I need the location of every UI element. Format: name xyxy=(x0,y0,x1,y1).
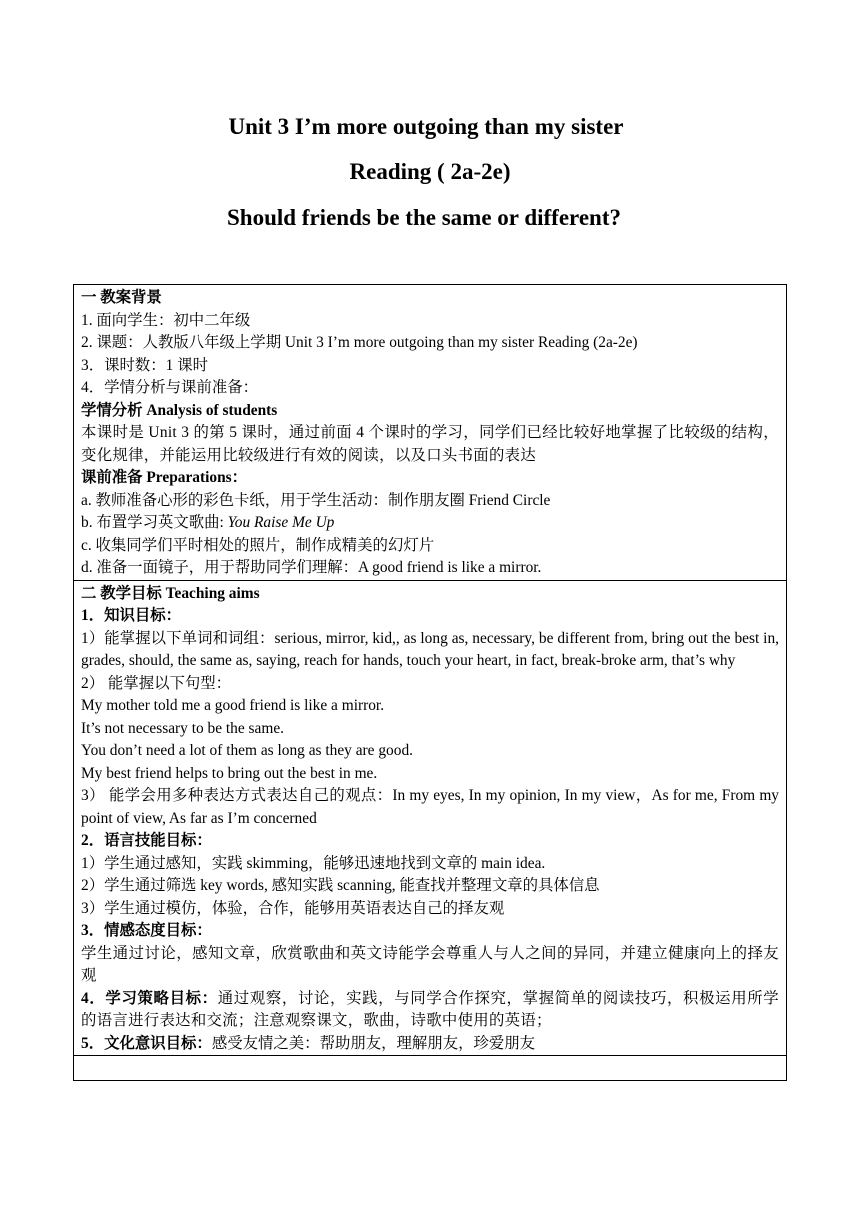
culture-aims xyxy=(81,1033,779,1056)
strategy-aims xyxy=(81,988,779,1033)
sentence-1: My mother told me a good friend is like a mirror. xyxy=(81,697,385,714)
title-line-3: Should friends be the same or different? xyxy=(227,205,621,230)
teaching-aims-heading: 二 教学目标 Teaching aims xyxy=(81,584,260,602)
expressions-text: 3） 能学会用多种表达方式表达自己的观点：In my eyes, In my opinion, In my view，As for me, From my point of view, As far as I’m concerned xyxy=(81,787,779,827)
title-line-1: Unit 3 I’m more outgoing than my sister xyxy=(228,114,624,139)
prep-item-b xyxy=(81,512,779,535)
skill-3: 3）学生通过模仿，体验，合作，能够用英语表达自己的择友观 xyxy=(81,899,505,917)
section-background-heading: 一 教案背景 xyxy=(81,289,162,306)
section-background-cell xyxy=(74,285,787,581)
emotion-aims-text: 学生通过讨论，感知文章，欣赏歌曲和英文诗能学会尊重人与人之间的异同，并建立健康向上的择友观 xyxy=(81,944,779,984)
prep-item-a: a. 教师准备心形的彩色卡纸，用于学生活动：制作朋友圈 Friend Circle xyxy=(81,491,551,509)
lesson-plan-table xyxy=(73,284,787,1081)
emotion-aims-heading: 3．情感态度目标： xyxy=(81,922,212,939)
section-aims-cell xyxy=(74,580,787,1056)
analysis-heading: 学情分析 Analysis of students xyxy=(81,401,278,419)
language-skills-heading: 2．语言技能目标： xyxy=(81,832,212,849)
prep-item-c: c. 收集同学们平时相处的照片，制作成精美的幻灯片 xyxy=(81,536,435,554)
song-title: You Raise Me Up xyxy=(227,514,335,531)
analysis-text: 本课时是 Unit 3 的第 5 课时，通过前面 4 个课时的学习，同学们已经比较好地掌握了比较级的结构，变化规律，并能运用比较级进行有效的阅读，以及口头书面的表达 xyxy=(81,424,779,464)
knowledge-aims-heading: 1．知识目标： xyxy=(81,607,182,624)
culture-aims-text: 感受友情之美：帮助朋友，理解朋友，珍爱朋友 xyxy=(211,1034,536,1052)
sentence-4: My best friend helps to bring out the best in me. xyxy=(81,764,378,782)
empty-cell xyxy=(74,1056,787,1081)
sentence-2: It’s not necessary to be the same. xyxy=(81,719,285,737)
topic-line: 2. 课题：人教版八年级上学期 Unit 3 I’m more outgoing than my sister Reading (2a-2e) xyxy=(81,334,638,351)
vocabulary-text: 1）能掌握以下单词和词组：serious, mirror, kid,, as long as, necessary, be different from, bring out the best in, grades, should, the same as, saying, reach for hands, touch your heart, in fact, break-broke arm, that’s why xyxy=(81,629,779,669)
skill-1: 1）学生通过感知，实践 skimming，能够迅速地找到文章的 main idea. xyxy=(81,854,546,872)
preparations-heading: 课前准备 Preparations： xyxy=(81,469,248,486)
target-students-line: 1. 面向学生：初中二年级 xyxy=(81,311,251,329)
section-background-row xyxy=(74,285,787,581)
culture-aims-heading: 5．文化意识目标： xyxy=(81,1034,212,1052)
prep-item-d: d. 准备一面镜子，用于帮助同学们理解：A good friend is like a mirror. xyxy=(81,559,542,576)
analysis-prep-line: 4．学情分析与课前准备： xyxy=(81,379,258,396)
prep-item-b-text: b. 布置学习英文歌曲: xyxy=(81,514,228,531)
strategy-aims-text: 通过观察，讨论，实践，与同学合作探究，掌握简单的阅读技巧，积极运用所学的语言进行表达和交流；注意观察课文，歌曲，诗歌中使用的英语； xyxy=(81,989,779,1029)
title-line-2: Reading ( 2a-2e) xyxy=(349,159,511,184)
sentence-3: You don’t need a lot of them as long as they are good. xyxy=(81,742,413,759)
empty-row xyxy=(74,1056,787,1081)
sentence-patterns-heading: 2） 能掌握以下句型： xyxy=(81,674,232,692)
section-aims-row xyxy=(74,580,787,1056)
skill-2: 2）学生通过筛选 key words, 感知实践 scanning, 能查找并整理文章的具体信息 xyxy=(81,877,600,894)
strategy-aims-heading: 4．学习策略目标： xyxy=(81,989,218,1007)
class-hours-line: 3．课时数：1 课时 xyxy=(81,356,208,374)
